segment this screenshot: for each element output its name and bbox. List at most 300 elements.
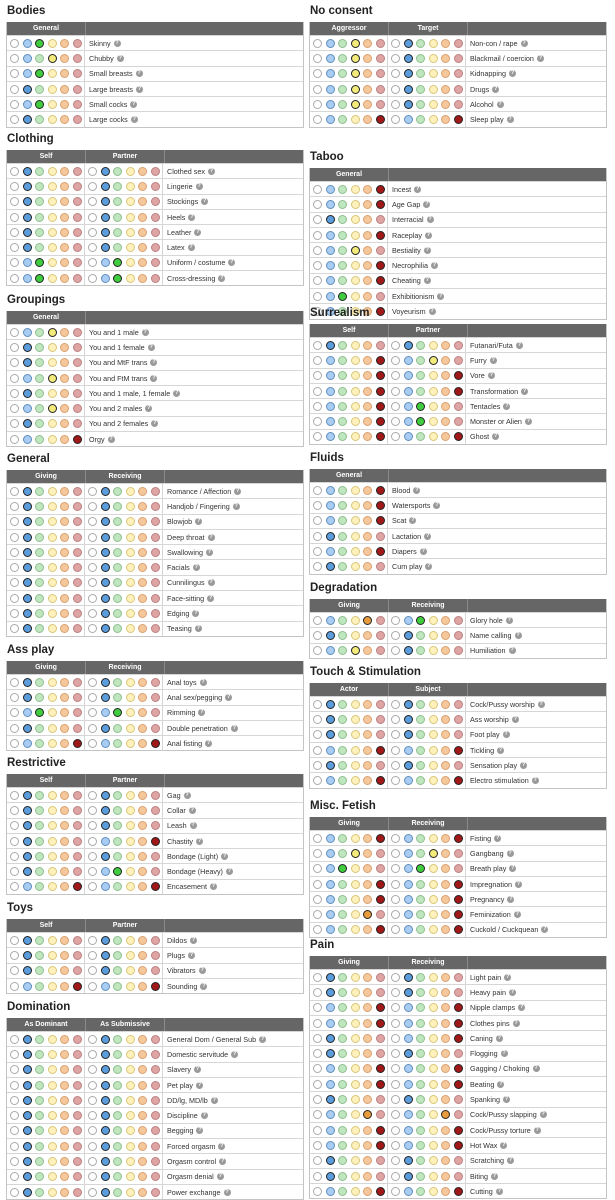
choice-circle[interactable]	[429, 356, 438, 365]
choice-circle[interactable]	[454, 432, 463, 441]
choice-circle[interactable]	[313, 501, 322, 510]
choice-circle[interactable]	[363, 402, 372, 411]
choice-circle[interactable]	[404, 776, 413, 785]
choice-circle[interactable]	[73, 693, 82, 702]
choice-circle[interactable]	[35, 358, 44, 367]
choice-circle[interactable]	[376, 562, 385, 571]
choice-circle[interactable]	[48, 213, 57, 222]
choice-circle[interactable]	[73, 1126, 82, 1135]
choice-circle[interactable]	[23, 213, 32, 222]
choice-circle[interactable]	[416, 115, 425, 124]
choice-circle[interactable]	[101, 167, 110, 176]
choice-circle[interactable]	[10, 343, 19, 352]
choice-circle[interactable]	[101, 951, 110, 960]
choice-circle[interactable]	[73, 1111, 82, 1120]
choice-circle[interactable]	[351, 834, 360, 843]
choice-circle[interactable]	[391, 402, 400, 411]
choice-circle[interactable]	[126, 678, 135, 687]
help-icon[interactable]: ?	[541, 1111, 545, 1118]
choice-circle[interactable]	[326, 100, 335, 109]
choice-circle[interactable]	[391, 761, 400, 770]
choice-circle[interactable]	[338, 1064, 347, 1073]
choice-circle[interactable]	[60, 1081, 69, 1090]
choice-circle[interactable]	[88, 1096, 97, 1105]
choice-circle[interactable]	[35, 328, 44, 337]
choice-circle[interactable]	[363, 562, 372, 571]
choice-circle[interactable]	[23, 806, 32, 815]
choice-circle[interactable]	[363, 356, 372, 365]
choice-circle[interactable]	[313, 631, 322, 640]
choice-circle[interactable]	[126, 533, 135, 542]
choice-circle[interactable]	[404, 387, 413, 396]
choice-circle[interactable]	[151, 548, 160, 557]
choice-circle[interactable]	[313, 1080, 322, 1089]
choice-circle[interactable]	[23, 821, 32, 830]
choice-circle[interactable]	[454, 1034, 463, 1043]
choice-circle[interactable]	[454, 988, 463, 997]
choice-circle[interactable]	[23, 837, 32, 846]
choice-circle[interactable]	[88, 182, 97, 191]
choice-circle[interactable]	[351, 864, 360, 873]
help-icon[interactable]: ?	[494, 85, 498, 92]
choice-circle[interactable]	[126, 197, 135, 206]
help-icon[interactable]: ?	[543, 926, 547, 933]
choice-circle[interactable]	[338, 864, 347, 873]
choice-circle[interactable]	[391, 54, 400, 63]
choice-circle[interactable]	[60, 951, 69, 960]
choice-circle[interactable]	[101, 517, 110, 526]
choice-circle[interactable]	[23, 1096, 32, 1105]
choice-circle[interactable]	[326, 849, 335, 858]
choice-circle[interactable]	[376, 1064, 385, 1073]
choice-circle[interactable]	[429, 432, 438, 441]
choice-circle[interactable]	[73, 358, 82, 367]
choice-circle[interactable]	[391, 1049, 400, 1058]
choice-circle[interactable]	[48, 578, 57, 587]
choice-circle[interactable]	[151, 167, 160, 176]
choice-circle[interactable]	[416, 1126, 425, 1135]
choice-circle[interactable]	[23, 1172, 32, 1181]
choice-circle[interactable]	[363, 341, 372, 350]
choice-circle[interactable]	[416, 402, 425, 411]
choice-circle[interactable]	[60, 821, 69, 830]
choice-circle[interactable]	[151, 708, 160, 717]
choice-circle[interactable]	[441, 988, 450, 997]
choice-circle[interactable]	[391, 849, 400, 858]
choice-circle[interactable]	[73, 578, 82, 587]
choice-circle[interactable]	[151, 1111, 160, 1120]
choice-circle[interactable]	[126, 936, 135, 945]
choice-circle[interactable]	[60, 1111, 69, 1120]
choice-circle[interactable]	[326, 387, 335, 396]
choice-circle[interactable]	[73, 213, 82, 222]
choice-circle[interactable]	[454, 387, 463, 396]
choice-circle[interactable]	[48, 966, 57, 975]
choice-circle[interactable]	[151, 563, 160, 572]
help-icon[interactable]: ?	[236, 487, 240, 494]
choice-circle[interactable]	[73, 806, 82, 815]
choice-circle[interactable]	[126, 1157, 135, 1166]
choice-circle[interactable]	[101, 1081, 110, 1090]
choice-circle[interactable]	[151, 228, 160, 237]
choice-circle[interactable]	[10, 389, 19, 398]
choice-circle[interactable]	[313, 834, 322, 843]
choice-circle[interactable]	[351, 432, 360, 441]
choice-circle[interactable]	[151, 966, 160, 975]
choice-circle[interactable]	[363, 1080, 372, 1089]
choice-circle[interactable]	[391, 356, 400, 365]
choice-circle[interactable]	[313, 715, 322, 724]
choice-circle[interactable]	[113, 548, 122, 557]
choice-circle[interactable]	[391, 115, 400, 124]
choice-circle[interactable]	[113, 487, 122, 496]
choice-circle[interactable]	[60, 578, 69, 587]
choice-circle[interactable]	[363, 715, 372, 724]
help-icon[interactable]: ?	[149, 343, 153, 350]
choice-circle[interactable]	[88, 563, 97, 572]
choice-circle[interactable]	[404, 85, 413, 94]
choice-circle[interactable]	[351, 1003, 360, 1012]
choice-circle[interactable]	[351, 1141, 360, 1150]
choice-circle[interactable]	[441, 1080, 450, 1089]
choice-circle[interactable]	[60, 1142, 69, 1151]
help-icon[interactable]: ?	[198, 1127, 202, 1134]
choice-circle[interactable]	[416, 646, 425, 655]
choice-circle[interactable]	[10, 609, 19, 618]
choice-circle[interactable]	[326, 417, 335, 426]
choice-circle[interactable]	[138, 678, 147, 687]
choice-circle[interactable]	[113, 594, 122, 603]
choice-circle[interactable]	[138, 502, 147, 511]
choice-circle[interactable]	[416, 631, 425, 640]
choice-circle[interactable]	[88, 982, 97, 991]
choice-circle[interactable]	[48, 594, 57, 603]
choice-circle[interactable]	[73, 182, 82, 191]
choice-circle[interactable]	[23, 966, 32, 975]
choice-circle[interactable]	[73, 228, 82, 237]
choice-circle[interactable]	[88, 1081, 97, 1090]
choice-circle[interactable]	[73, 39, 82, 48]
choice-circle[interactable]	[429, 1141, 438, 1150]
choice-circle[interactable]	[338, 516, 347, 525]
choice-circle[interactable]	[454, 700, 463, 709]
choice-circle[interactable]	[338, 1080, 347, 1089]
choice-circle[interactable]	[126, 1126, 135, 1135]
choice-circle[interactable]	[35, 739, 44, 748]
choice-circle[interactable]	[351, 849, 360, 858]
choice-circle[interactable]	[416, 715, 425, 724]
choice-circle[interactable]	[376, 910, 385, 919]
choice-circle[interactable]	[35, 724, 44, 733]
choice-circle[interactable]	[326, 988, 335, 997]
choice-circle[interactable]	[351, 1034, 360, 1043]
choice-circle[interactable]	[351, 1049, 360, 1058]
choice-circle[interactable]	[10, 867, 19, 876]
choice-circle[interactable]	[363, 215, 372, 224]
choice-circle[interactable]	[313, 616, 322, 625]
choice-circle[interactable]	[113, 837, 122, 846]
choice-circle[interactable]	[338, 39, 347, 48]
choice-circle[interactable]	[88, 213, 97, 222]
choice-circle[interactable]	[363, 246, 372, 255]
choice-circle[interactable]	[404, 1034, 413, 1043]
help-icon[interactable]: ?	[505, 973, 510, 980]
choice-circle[interactable]	[88, 517, 97, 526]
choice-circle[interactable]	[101, 258, 110, 267]
choice-circle[interactable]	[416, 1172, 425, 1181]
choice-circle[interactable]	[416, 895, 425, 904]
choice-circle[interactable]	[73, 1050, 82, 1059]
choice-circle[interactable]	[391, 910, 400, 919]
choice-circle[interactable]	[10, 100, 19, 109]
choice-circle[interactable]	[313, 115, 322, 124]
choice-circle[interactable]	[60, 243, 69, 252]
choice-circle[interactable]	[60, 167, 69, 176]
choice-circle[interactable]	[113, 228, 122, 237]
choice-circle[interactable]	[35, 115, 44, 124]
choice-circle[interactable]	[35, 487, 44, 496]
help-icon[interactable]: ?	[502, 1141, 506, 1148]
choice-circle[interactable]	[313, 1019, 322, 1028]
choice-circle[interactable]	[338, 1126, 347, 1135]
help-icon[interactable]: ?	[189, 951, 194, 958]
choice-circle[interactable]	[454, 341, 463, 350]
choice-circle[interactable]	[10, 966, 19, 975]
choice-circle[interactable]	[441, 646, 450, 655]
choice-circle[interactable]	[391, 417, 400, 426]
choice-circle[interactable]	[404, 730, 413, 739]
choice-circle[interactable]	[138, 982, 147, 991]
choice-circle[interactable]	[429, 973, 438, 982]
choice-circle[interactable]	[391, 1172, 400, 1181]
choice-circle[interactable]	[73, 54, 82, 63]
choice-circle[interactable]	[48, 1188, 57, 1197]
choice-circle[interactable]	[138, 213, 147, 222]
choice-circle[interactable]	[88, 1157, 97, 1166]
choice-circle[interactable]	[326, 54, 335, 63]
choice-circle[interactable]	[48, 1035, 57, 1044]
help-icon[interactable]: ?	[415, 486, 419, 493]
choice-circle[interactable]	[126, 1172, 135, 1181]
help-icon[interactable]: ?	[510, 70, 515, 77]
help-icon[interactable]: ?	[212, 1096, 216, 1103]
choice-circle[interactable]	[126, 739, 135, 748]
choice-circle[interactable]	[151, 533, 160, 542]
choice-circle[interactable]	[23, 54, 32, 63]
choice-circle[interactable]	[126, 578, 135, 587]
choice-circle[interactable]	[48, 115, 57, 124]
choice-circle[interactable]	[151, 837, 160, 846]
choice-circle[interactable]	[126, 1111, 135, 1120]
choice-circle[interactable]	[363, 417, 372, 426]
help-icon[interactable]: ?	[539, 700, 543, 707]
choice-circle[interactable]	[338, 387, 347, 396]
choice-circle[interactable]	[363, 746, 372, 755]
choice-circle[interactable]	[35, 274, 44, 283]
choice-circle[interactable]	[429, 1049, 438, 1058]
choice-circle[interactable]	[429, 849, 438, 858]
choice-circle[interactable]	[338, 1019, 347, 1028]
choice-circle[interactable]	[73, 1081, 82, 1090]
choice-circle[interactable]	[313, 185, 322, 194]
choice-circle[interactable]	[113, 1096, 122, 1105]
choice-circle[interactable]	[313, 1110, 322, 1119]
choice-circle[interactable]	[326, 616, 335, 625]
choice-circle[interactable]	[338, 761, 347, 770]
choice-circle[interactable]	[88, 578, 97, 587]
choice-circle[interactable]	[151, 502, 160, 511]
choice-circle[interactable]	[10, 213, 19, 222]
choice-circle[interactable]	[60, 343, 69, 352]
choice-circle[interactable]	[338, 700, 347, 709]
choice-circle[interactable]	[101, 806, 110, 815]
choice-circle[interactable]	[126, 548, 135, 557]
choice-circle[interactable]	[441, 54, 450, 63]
choice-circle[interactable]	[376, 700, 385, 709]
choice-circle[interactable]	[48, 609, 57, 618]
choice-circle[interactable]	[73, 548, 82, 557]
choice-circle[interactable]	[454, 417, 463, 426]
choice-circle[interactable]	[454, 1187, 463, 1196]
choice-circle[interactable]	[126, 213, 135, 222]
choice-circle[interactable]	[35, 624, 44, 633]
choice-circle[interactable]	[23, 1157, 32, 1166]
choice-circle[interactable]	[10, 243, 19, 252]
choice-circle[interactable]	[404, 115, 413, 124]
choice-circle[interactable]	[441, 115, 450, 124]
choice-circle[interactable]	[376, 715, 385, 724]
choice-circle[interactable]	[23, 882, 32, 891]
choice-circle[interactable]	[363, 1110, 372, 1119]
choice-circle[interactable]	[23, 533, 32, 542]
choice-circle[interactable]	[326, 341, 335, 350]
choice-circle[interactable]	[48, 837, 57, 846]
choice-circle[interactable]	[454, 849, 463, 858]
choice-circle[interactable]	[351, 501, 360, 510]
choice-circle[interactable]	[404, 1187, 413, 1196]
choice-circle[interactable]	[23, 374, 32, 383]
help-icon[interactable]: ?	[516, 631, 520, 638]
choice-circle[interactable]	[73, 419, 82, 428]
choice-circle[interactable]	[376, 646, 385, 655]
help-icon[interactable]: ?	[209, 533, 213, 540]
choice-circle[interactable]	[73, 274, 82, 283]
choice-circle[interactable]	[326, 1095, 335, 1104]
choice-circle[interactable]	[73, 609, 82, 618]
choice-circle[interactable]	[416, 973, 425, 982]
choice-circle[interactable]	[363, 1019, 372, 1028]
choice-circle[interactable]	[351, 631, 360, 640]
help-icon[interactable]: ?	[220, 1158, 225, 1165]
choice-circle[interactable]	[313, 276, 322, 285]
choice-circle[interactable]	[101, 739, 110, 748]
choice-circle[interactable]	[416, 730, 425, 739]
choice-circle[interactable]	[23, 115, 32, 124]
choice-circle[interactable]	[48, 533, 57, 542]
choice-circle[interactable]	[416, 417, 425, 426]
choice-circle[interactable]	[351, 246, 360, 255]
choice-circle[interactable]	[73, 1035, 82, 1044]
choice-circle[interactable]	[404, 341, 413, 350]
choice-circle[interactable]	[88, 852, 97, 861]
choice-circle[interactable]	[151, 1188, 160, 1197]
choice-circle[interactable]	[138, 951, 147, 960]
help-icon[interactable]: ?	[510, 988, 515, 995]
choice-circle[interactable]	[326, 486, 335, 495]
choice-circle[interactable]	[391, 895, 400, 904]
choice-circle[interactable]	[126, 1188, 135, 1197]
choice-circle[interactable]	[151, 213, 160, 222]
choice-circle[interactable]	[376, 1172, 385, 1181]
choice-circle[interactable]	[326, 730, 335, 739]
choice-circle[interactable]	[376, 1110, 385, 1119]
choice-circle[interactable]	[73, 85, 82, 94]
choice-circle[interactable]	[313, 973, 322, 982]
choice-circle[interactable]	[441, 1187, 450, 1196]
choice-circle[interactable]	[351, 1187, 360, 1196]
choice-circle[interactable]	[326, 715, 335, 724]
choice-circle[interactable]	[113, 624, 122, 633]
choice-circle[interactable]	[313, 646, 322, 655]
choice-circle[interactable]	[23, 1142, 32, 1151]
choice-circle[interactable]	[48, 39, 57, 48]
choice-circle[interactable]	[313, 1156, 322, 1165]
choice-circle[interactable]	[404, 746, 413, 755]
choice-circle[interactable]	[151, 609, 160, 618]
choice-circle[interactable]	[313, 356, 322, 365]
choice-circle[interactable]	[363, 501, 372, 510]
choice-circle[interactable]	[48, 328, 57, 337]
choice-circle[interactable]	[441, 432, 450, 441]
help-icon[interactable]: ?	[526, 418, 531, 425]
choice-circle[interactable]	[101, 852, 110, 861]
choice-circle[interactable]	[138, 182, 147, 191]
choice-circle[interactable]	[363, 85, 372, 94]
choice-circle[interactable]	[10, 882, 19, 891]
choice-circle[interactable]	[138, 1111, 147, 1120]
choice-circle[interactable]	[151, 594, 160, 603]
choice-circle[interactable]	[391, 880, 400, 889]
choice-circle[interactable]	[88, 1142, 97, 1151]
choice-circle[interactable]	[429, 730, 438, 739]
choice-circle[interactable]	[338, 54, 347, 63]
choice-circle[interactable]	[326, 1187, 335, 1196]
choice-circle[interactable]	[363, 54, 372, 63]
choice-circle[interactable]	[363, 1095, 372, 1104]
choice-circle[interactable]	[151, 1172, 160, 1181]
choice-circle[interactable]	[151, 867, 160, 876]
choice-circle[interactable]	[351, 341, 360, 350]
choice-circle[interactable]	[88, 867, 97, 876]
choice-circle[interactable]	[88, 821, 97, 830]
choice-circle[interactable]	[88, 274, 97, 283]
choice-circle[interactable]	[138, 821, 147, 830]
choice-circle[interactable]	[73, 982, 82, 991]
choice-circle[interactable]	[429, 39, 438, 48]
choice-circle[interactable]	[126, 837, 135, 846]
choice-circle[interactable]	[88, 548, 97, 557]
choice-circle[interactable]	[10, 228, 19, 237]
choice-circle[interactable]	[60, 1096, 69, 1105]
choice-circle[interactable]	[363, 973, 372, 982]
choice-circle[interactable]	[73, 167, 82, 176]
choice-circle[interactable]	[391, 341, 400, 350]
choice-circle[interactable]	[338, 631, 347, 640]
choice-circle[interactable]	[441, 776, 450, 785]
choice-circle[interactable]	[23, 982, 32, 991]
choice-circle[interactable]	[126, 609, 135, 618]
choice-circle[interactable]	[404, 700, 413, 709]
